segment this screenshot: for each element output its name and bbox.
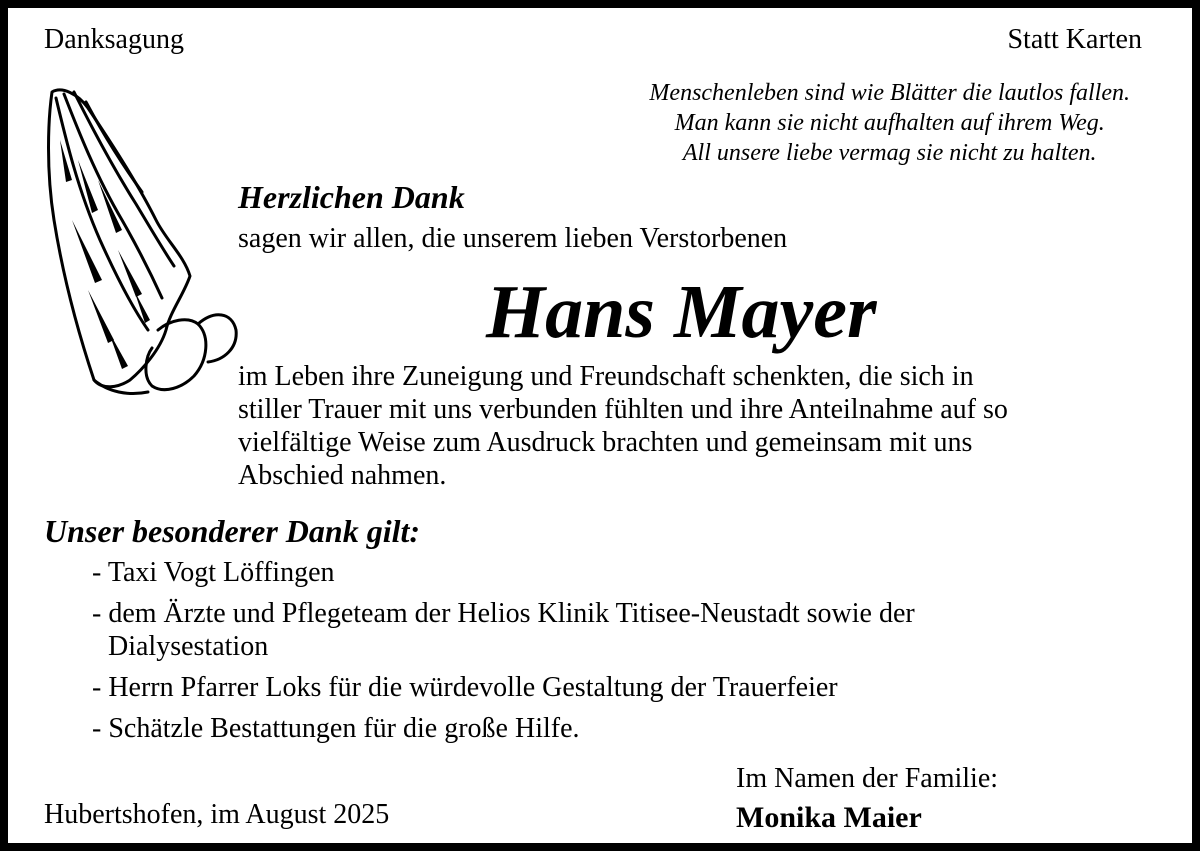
list-item-text: - Schätzle Bestattungen für die große Hilfe. bbox=[92, 713, 580, 744]
thanks-title: Herzlichen Dank bbox=[238, 179, 465, 215]
thanks-intro: sagen wir allen, die unserem lieben Verstorbenen bbox=[238, 223, 788, 254]
thanks-body-line: stiller Trauer mit uns verbunden fühlten und ihre Anteilnahme auf so bbox=[238, 394, 1008, 425]
signer-name: Monika Maier bbox=[736, 801, 922, 834]
special-thanks-list bbox=[92, 556, 915, 753]
header-left-label: Danksagung bbox=[44, 24, 184, 55]
list-item bbox=[92, 556, 915, 589]
thanks-body-line: Abschied nahmen. bbox=[238, 460, 447, 491]
thanks-body-line: im Leben ihre Zuneigung und Freundschaft schenkten, die sich in bbox=[238, 361, 974, 392]
poem-line: Menschenleben sind wie Blätter die lautlos fallen. bbox=[649, 80, 1130, 106]
family-label: Im Namen der Familie: bbox=[736, 763, 999, 794]
list-item-text: - dem Ärzte und Pflegeteam der Helios Klinik Titisee-Neustadt sowie der bbox=[92, 598, 915, 629]
praying-hands-icon bbox=[38, 80, 238, 400]
list-item-text: - Herrn Pfarrer Loks für die würdevolle Gestaltung der Trauerfeier bbox=[92, 672, 838, 703]
list-item bbox=[92, 671, 915, 704]
deceased-name: Hans Mayer bbox=[486, 270, 877, 354]
poem-line: Man kann sie nicht aufhalten auf ihrem Weg. bbox=[674, 110, 1105, 136]
poem-line: All unsere liebe vermag sie nicht zu halten. bbox=[682, 140, 1097, 166]
list-item bbox=[92, 597, 915, 663]
thanks-body-line: vielfältige Weise zum Ausdruck brachten und gemeinsam mit uns bbox=[238, 427, 973, 458]
header-right-label: Statt Karten bbox=[1007, 24, 1142, 55]
place-date: Hubertshofen, im August 2025 bbox=[44, 799, 390, 830]
list-item-continuation: Dialysestation bbox=[108, 631, 269, 662]
list-item bbox=[92, 712, 915, 745]
special-thanks-title: Unser besonderer Dank gilt: bbox=[44, 513, 421, 549]
poem bbox=[649, 78, 1130, 168]
thanks-body bbox=[238, 360, 1168, 492]
list-item-text: - Taxi Vogt Löffingen bbox=[92, 557, 335, 588]
